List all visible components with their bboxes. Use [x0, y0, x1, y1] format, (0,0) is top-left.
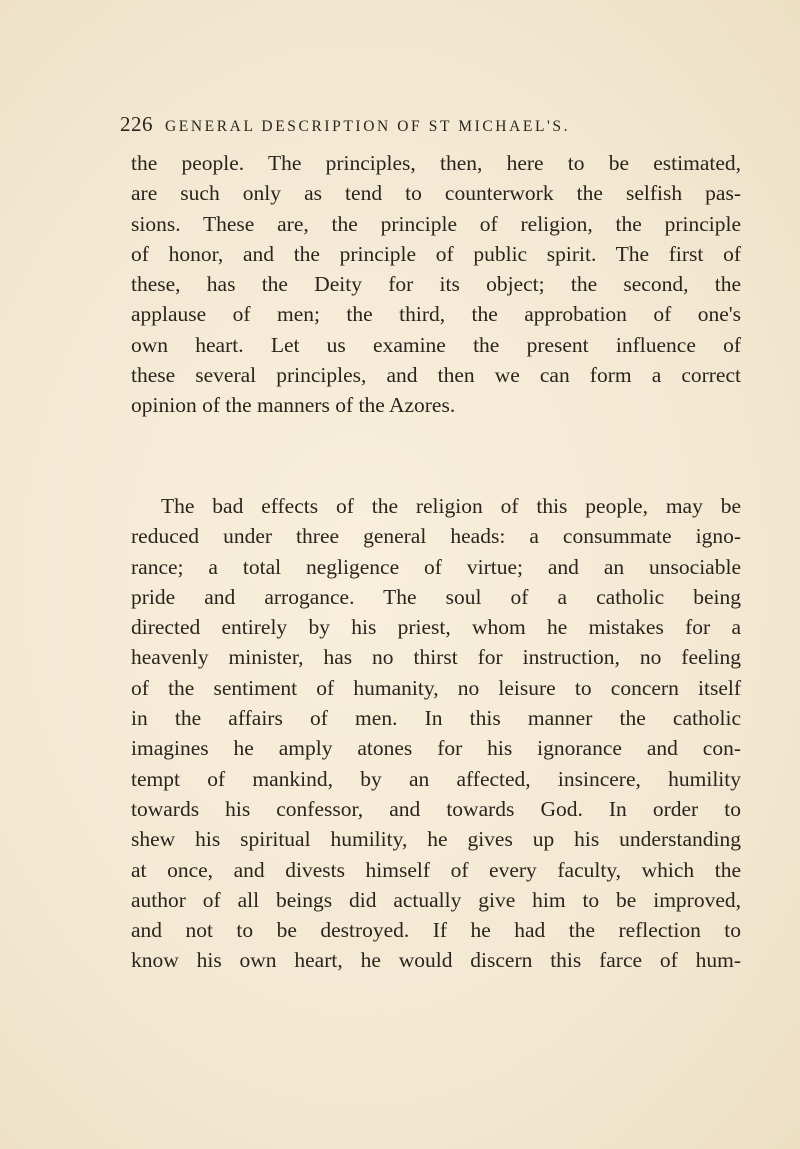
text-line: directed entirely by his priest, whom he mistakes for a [131, 615, 741, 640]
text-line: are such only as tend to counterwork the selfish pas- [131, 181, 741, 206]
text-line: imagines he amply atones for his ignorance and con- [131, 736, 741, 761]
paragraph-1 [131, 148, 741, 421]
text-line: know his own heart, he would discern this farce of hum- [131, 948, 741, 973]
text-line: of honor, and the principle of public spirit. The first of [131, 241, 741, 266]
text-line: tempt of mankind, by an affected, insincere, humility [131, 766, 741, 791]
text-line: opinion of the manners of the Azores. [131, 393, 456, 418]
text-line: shew his spiritual humility, he gives up his understanding [131, 827, 741, 852]
running-title: GENERAL DESCRIPTION OF ST MICHAEL'S. [165, 118, 571, 135]
text-line: pride and arrogance. The soul of a catholic being [131, 584, 741, 609]
text-line: the people. The principles, then, here to be estimated, [131, 151, 741, 175]
text-line: author of all beings did actually give him to be improved, [131, 887, 741, 912]
text-line: these several principles, and then we can form a correct [131, 363, 741, 388]
text-line: and not to be destroyed. If he had the reflection to [131, 918, 741, 943]
text-line: own heart. Let us examine the present influence of [131, 332, 741, 357]
text-line: sions. These are, the principle of religion, the principle [131, 211, 741, 236]
text-line: of the sentiment of humanity, no leisure to concern itself [131, 675, 741, 700]
text-line: towards his confessor, and towards God. In order to [131, 796, 741, 821]
text-line: these, has the Deity for its object; the second, the [131, 272, 741, 297]
text-line: applause of men; the third, the approbation of one's [131, 302, 741, 327]
text-line: heavenly minister, has no thirst for instruction, no feeling [131, 645, 741, 670]
page-number: 226 [120, 112, 153, 136]
text-line: The bad effects of the religion of this people, may be [161, 494, 741, 518]
text-line: rance; a total negligence of virtue; and an unsociable [131, 554, 741, 579]
text-line: at once, and divests himself of every faculty, which the [131, 857, 741, 882]
page-header [120, 112, 760, 142]
text-line: reduced under three general heads: a consummate igno- [131, 524, 741, 549]
paragraph-2 [131, 491, 741, 976]
text-line: in the affairs of men. In this manner the catholic [131, 706, 741, 731]
